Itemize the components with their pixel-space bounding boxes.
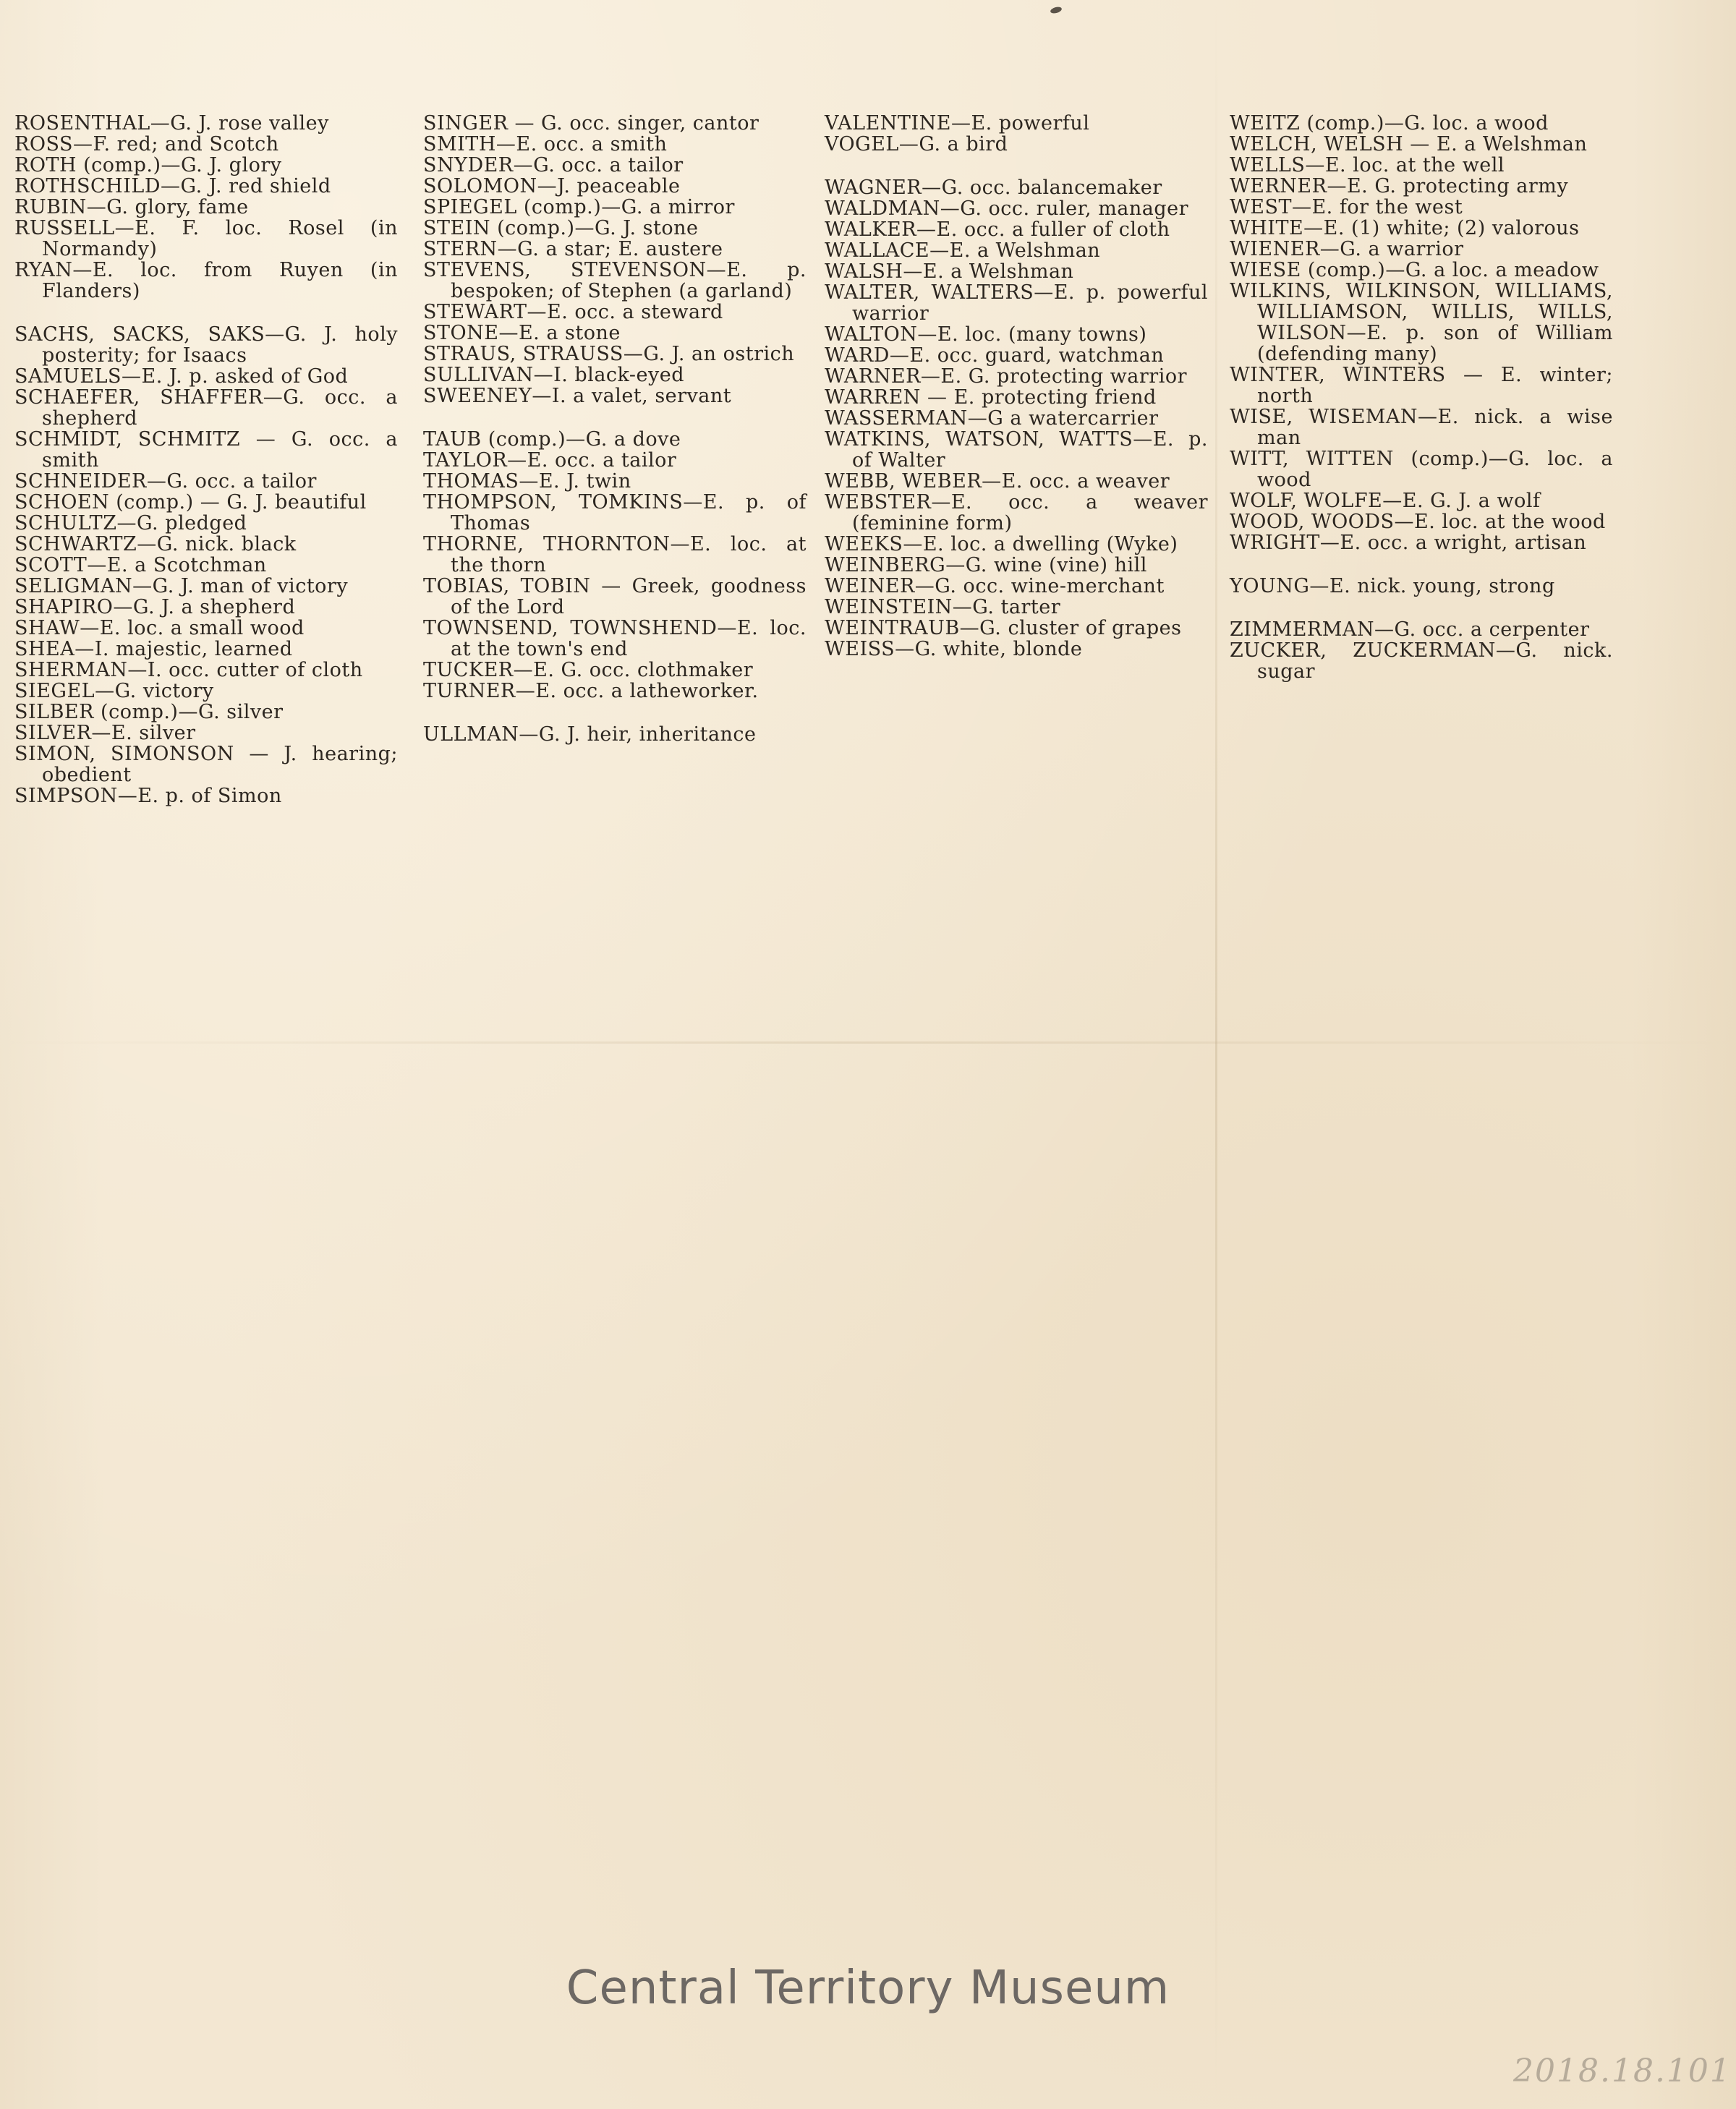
section-gap bbox=[1230, 553, 1613, 576]
surname-entry: WALLACE—E. a Welshman bbox=[825, 239, 1101, 262]
surname-entry: SIMON, SIMONSON — J. hearing; obedient bbox=[14, 743, 398, 786]
surname-entry: SCHULTZ—G. pledged bbox=[14, 512, 247, 534]
surname-entry: WOLF, WOLFE—E. G. J. a wolf bbox=[1230, 490, 1541, 512]
surname-entry: WAGNER—G. occ. balancemaker bbox=[825, 176, 1162, 199]
surname-entry: SNYDER—G. occ. a tailor bbox=[423, 154, 684, 176]
surname-entry: WATKINS, WATSON, WATTS—E. p. of Walter bbox=[825, 428, 1208, 472]
surname-entry: ZIMMERMAN—G. occ. a cerpenter bbox=[1230, 618, 1590, 641]
surname-entry: WARREN — E. protecting friend bbox=[825, 386, 1157, 409]
surname-entry: WRIGHT—E. occ. a wright, artisan bbox=[1230, 532, 1587, 554]
surname-entry: SCHOEN (comp.) — G. J. beautiful bbox=[14, 491, 367, 514]
surname-entry: SCHAEFER, SHAFFER—G. occ. a shepherd bbox=[14, 386, 398, 430]
museum-watermark: Central Territory Museum bbox=[566, 1961, 1170, 2015]
surname-entry: SHAPIRO—G. J. a shepherd bbox=[14, 596, 296, 618]
surname-entry: TAUB (comp.)—G. a dove bbox=[423, 428, 681, 451]
surname-entry: WEBB, WEBER—E. occ. a weaver bbox=[825, 470, 1170, 493]
paper-fold-horizontal bbox=[0, 1041, 1736, 1044]
surname-entry: SOLOMON—J. peaceable bbox=[423, 175, 681, 197]
section-gap bbox=[14, 302, 398, 324]
section-gap bbox=[423, 406, 807, 429]
surname-entry: SILBER (comp.)—G. silver bbox=[14, 701, 284, 723]
surname-entry: WEEKS—E. loc. a dwelling (Wyke) bbox=[825, 533, 1178, 555]
surname-entry: VALENTINE—E. powerful bbox=[825, 112, 1090, 135]
surname-entry: WEINER—G. occ. wine-merchant bbox=[825, 575, 1165, 597]
surname-entry: WERNER—E. G. protecting army bbox=[1230, 175, 1569, 197]
surname-entry: STEIN (comp.)—G. J. stone bbox=[423, 217, 699, 239]
surname-entry: VOGEL—G. a bird bbox=[825, 133, 1008, 155]
surname-entry: WELCH, WELSH — E. a Welshman bbox=[1230, 133, 1588, 155]
surname-entry: SCHMIDT, SCHMITZ — G. occ. a smith bbox=[14, 428, 398, 472]
surname-entry: WIESE (comp.)—G. a loc. a meadow bbox=[1230, 259, 1599, 281]
accession-number: 2018.18.101 bbox=[1513, 2053, 1732, 2089]
surname-entry: SELIGMAN—G. J. man of victory bbox=[14, 575, 349, 597]
surname-entry: TAYLOR—E. occ. a tailor bbox=[423, 449, 677, 472]
surname-entry: RUBIN—G. glory, fame bbox=[14, 196, 249, 218]
surname-entry: YOUNG—E. nick. young, strong bbox=[1230, 575, 1555, 597]
surname-entry: TUCKER—E. G. occ. clothmaker bbox=[423, 659, 754, 681]
surname-entry: WELLS—E. loc. at the well bbox=[1230, 154, 1505, 176]
surname-entry: WALDMAN—G. occ. ruler, manager bbox=[825, 197, 1189, 220]
surname-entry: WEISS—G. white, blonde bbox=[825, 638, 1083, 660]
surname-entry: WEBSTER—E. occ. a weaver (feminine form) bbox=[825, 491, 1208, 534]
surname-entry: SPIEGEL (comp.)—G. a mirror bbox=[423, 196, 735, 218]
surname-entry: WALTON—E. loc. (many towns) bbox=[825, 323, 1147, 346]
surname-entry: TOBIAS, TOBIN — Greek, goodness of the Lord bbox=[423, 575, 807, 618]
surname-entry: THORNE, THORNTON—E. loc. at the thorn bbox=[423, 533, 807, 576]
surname-entry: SAMUELS—E. J. p. asked of God bbox=[14, 365, 349, 388]
section-gap bbox=[1230, 597, 1613, 619]
surname-entry: SWEENEY—I. a valet, servant bbox=[423, 385, 732, 407]
surname-entry: STONE—E. a stone bbox=[423, 322, 621, 344]
surname-entry: WEINBERG—G. wine (vine) hill bbox=[825, 554, 1147, 576]
surname-entry: SCHNEIDER—G. occ. a tailor bbox=[14, 470, 317, 493]
surname-entry: ROSS—F. red; and Scotch bbox=[14, 133, 279, 155]
surname-entry: RYAN—E. loc. from Ruyen (in Flanders) bbox=[14, 259, 398, 302]
surname-column-1 bbox=[14, 113, 398, 806]
surname-entry: WHITE—E. (1) white; (2) valorous bbox=[1230, 217, 1580, 239]
surname-entry: SHAW—E. loc. a small wood bbox=[14, 617, 305, 639]
surname-entry: STEVENS, STEVENSON—E. p. bespoken; of Stephen (a garland) bbox=[423, 259, 807, 302]
surname-entry: SACHS, SACKS, SAKS—G. J. holy posterity; for Isaacs bbox=[14, 323, 398, 367]
surname-entry: WINTER, WINTERS — E. winter; north bbox=[1230, 364, 1613, 407]
ink-speck bbox=[1050, 6, 1063, 14]
surname-entry: ROTH (comp.)—G. J. glory bbox=[14, 154, 282, 176]
surname-entry: WEINSTEIN—G. tarter bbox=[825, 596, 1061, 618]
surname-entry: SILVER—E. silver bbox=[14, 722, 196, 744]
surname-entry: ROSENTHAL—G. J. rose valley bbox=[14, 112, 329, 135]
surname-entry: WALTER, WALTERS—E. p. powerful warrior bbox=[825, 281, 1208, 325]
surname-entry: WASSERMAN—G a watercarrier bbox=[825, 407, 1159, 430]
surname-column-4 bbox=[1230, 113, 1613, 682]
surname-entry: RUSSELL—E. F. loc. Rosel (in Normandy) bbox=[14, 217, 398, 260]
surname-entry: SINGER — G. occ. singer, cantor bbox=[423, 112, 760, 135]
surname-entry: WIENER—G. a warrior bbox=[1230, 238, 1464, 260]
surname-entry: THOMAS—E. J. twin bbox=[423, 470, 631, 493]
paper-fold-vertical bbox=[1215, 0, 1217, 2109]
surname-entry: SMITH—E. occ. a smith bbox=[423, 133, 668, 155]
surname-column-2 bbox=[423, 113, 807, 745]
surname-entry: WALKER—E. occ. a fuller of cloth bbox=[825, 218, 1170, 241]
surname-entry: ROTHSCHILD—G. J. red shield bbox=[14, 175, 331, 197]
surname-entry: SIEGEL—G. victory bbox=[14, 680, 214, 702]
surname-entry: ULLMAN—G. J. heir, inheritance bbox=[423, 723, 757, 746]
surname-column-3 bbox=[825, 113, 1208, 660]
surname-entry: STRAUS, STRAUSS—G. J. an ostrich bbox=[423, 343, 795, 365]
surname-entry: WEINTRAUB—G. cluster of grapes bbox=[825, 617, 1182, 639]
surname-entry: WARD—E. occ. guard, watchman bbox=[825, 344, 1165, 367]
surname-entry: STERN—G. a star; E. austere bbox=[423, 238, 723, 260]
section-gap bbox=[423, 702, 807, 724]
surname-entry: SCOTT—E. a Scotchman bbox=[14, 554, 267, 576]
surname-entry: SCHWARTZ—G. nick. black bbox=[14, 533, 297, 555]
section-gap bbox=[825, 155, 1208, 177]
surname-entry: WISE, WISEMAN—E. nick. a wise man bbox=[1230, 406, 1613, 449]
surname-entry: SIMPSON—E. p. of Simon bbox=[14, 785, 282, 807]
surname-entry: WEST—E. for the west bbox=[1230, 196, 1463, 218]
surname-entry: WALSH—E. a Welshman bbox=[825, 260, 1074, 283]
surname-entry: THOMPSON, TOMKINS—E. p. of Thomas bbox=[423, 491, 807, 534]
surname-entry: WARNER—E. G. protecting warrior bbox=[825, 365, 1187, 388]
surname-entry: TURNER—E. occ. a latheworker. bbox=[423, 680, 759, 702]
surname-entry: WOOD, WOODS—E. loc. at the wood bbox=[1230, 511, 1606, 533]
surname-entry: TOWNSEND, TOWNSHEND—E. loc. at the town's end bbox=[423, 617, 807, 660]
surname-entry: SHEA—I. majestic, learned bbox=[14, 638, 293, 660]
surname-entry: WILKINS, WILKINSON, WILLIAMS, WILLIAMSON, WILLIS, WILLS, WILSON—E. p. son of William (defending many) bbox=[1230, 280, 1613, 365]
surname-entry: STEWART—E. occ. a steward bbox=[423, 301, 723, 323]
surname-entry: ZUCKER, ZUCKERMAN—G. nick. sugar bbox=[1230, 639, 1613, 683]
surname-entry: WEITZ (comp.)—G. loc. a wood bbox=[1230, 112, 1549, 135]
surname-entry: SULLIVAN—I. black-eyed bbox=[423, 364, 685, 386]
surname-entry: SHERMAN—I. occ. cutter of cloth bbox=[14, 659, 363, 681]
surname-entry: WITT, WITTEN (comp.)—G. loc. a wood bbox=[1230, 448, 1613, 491]
